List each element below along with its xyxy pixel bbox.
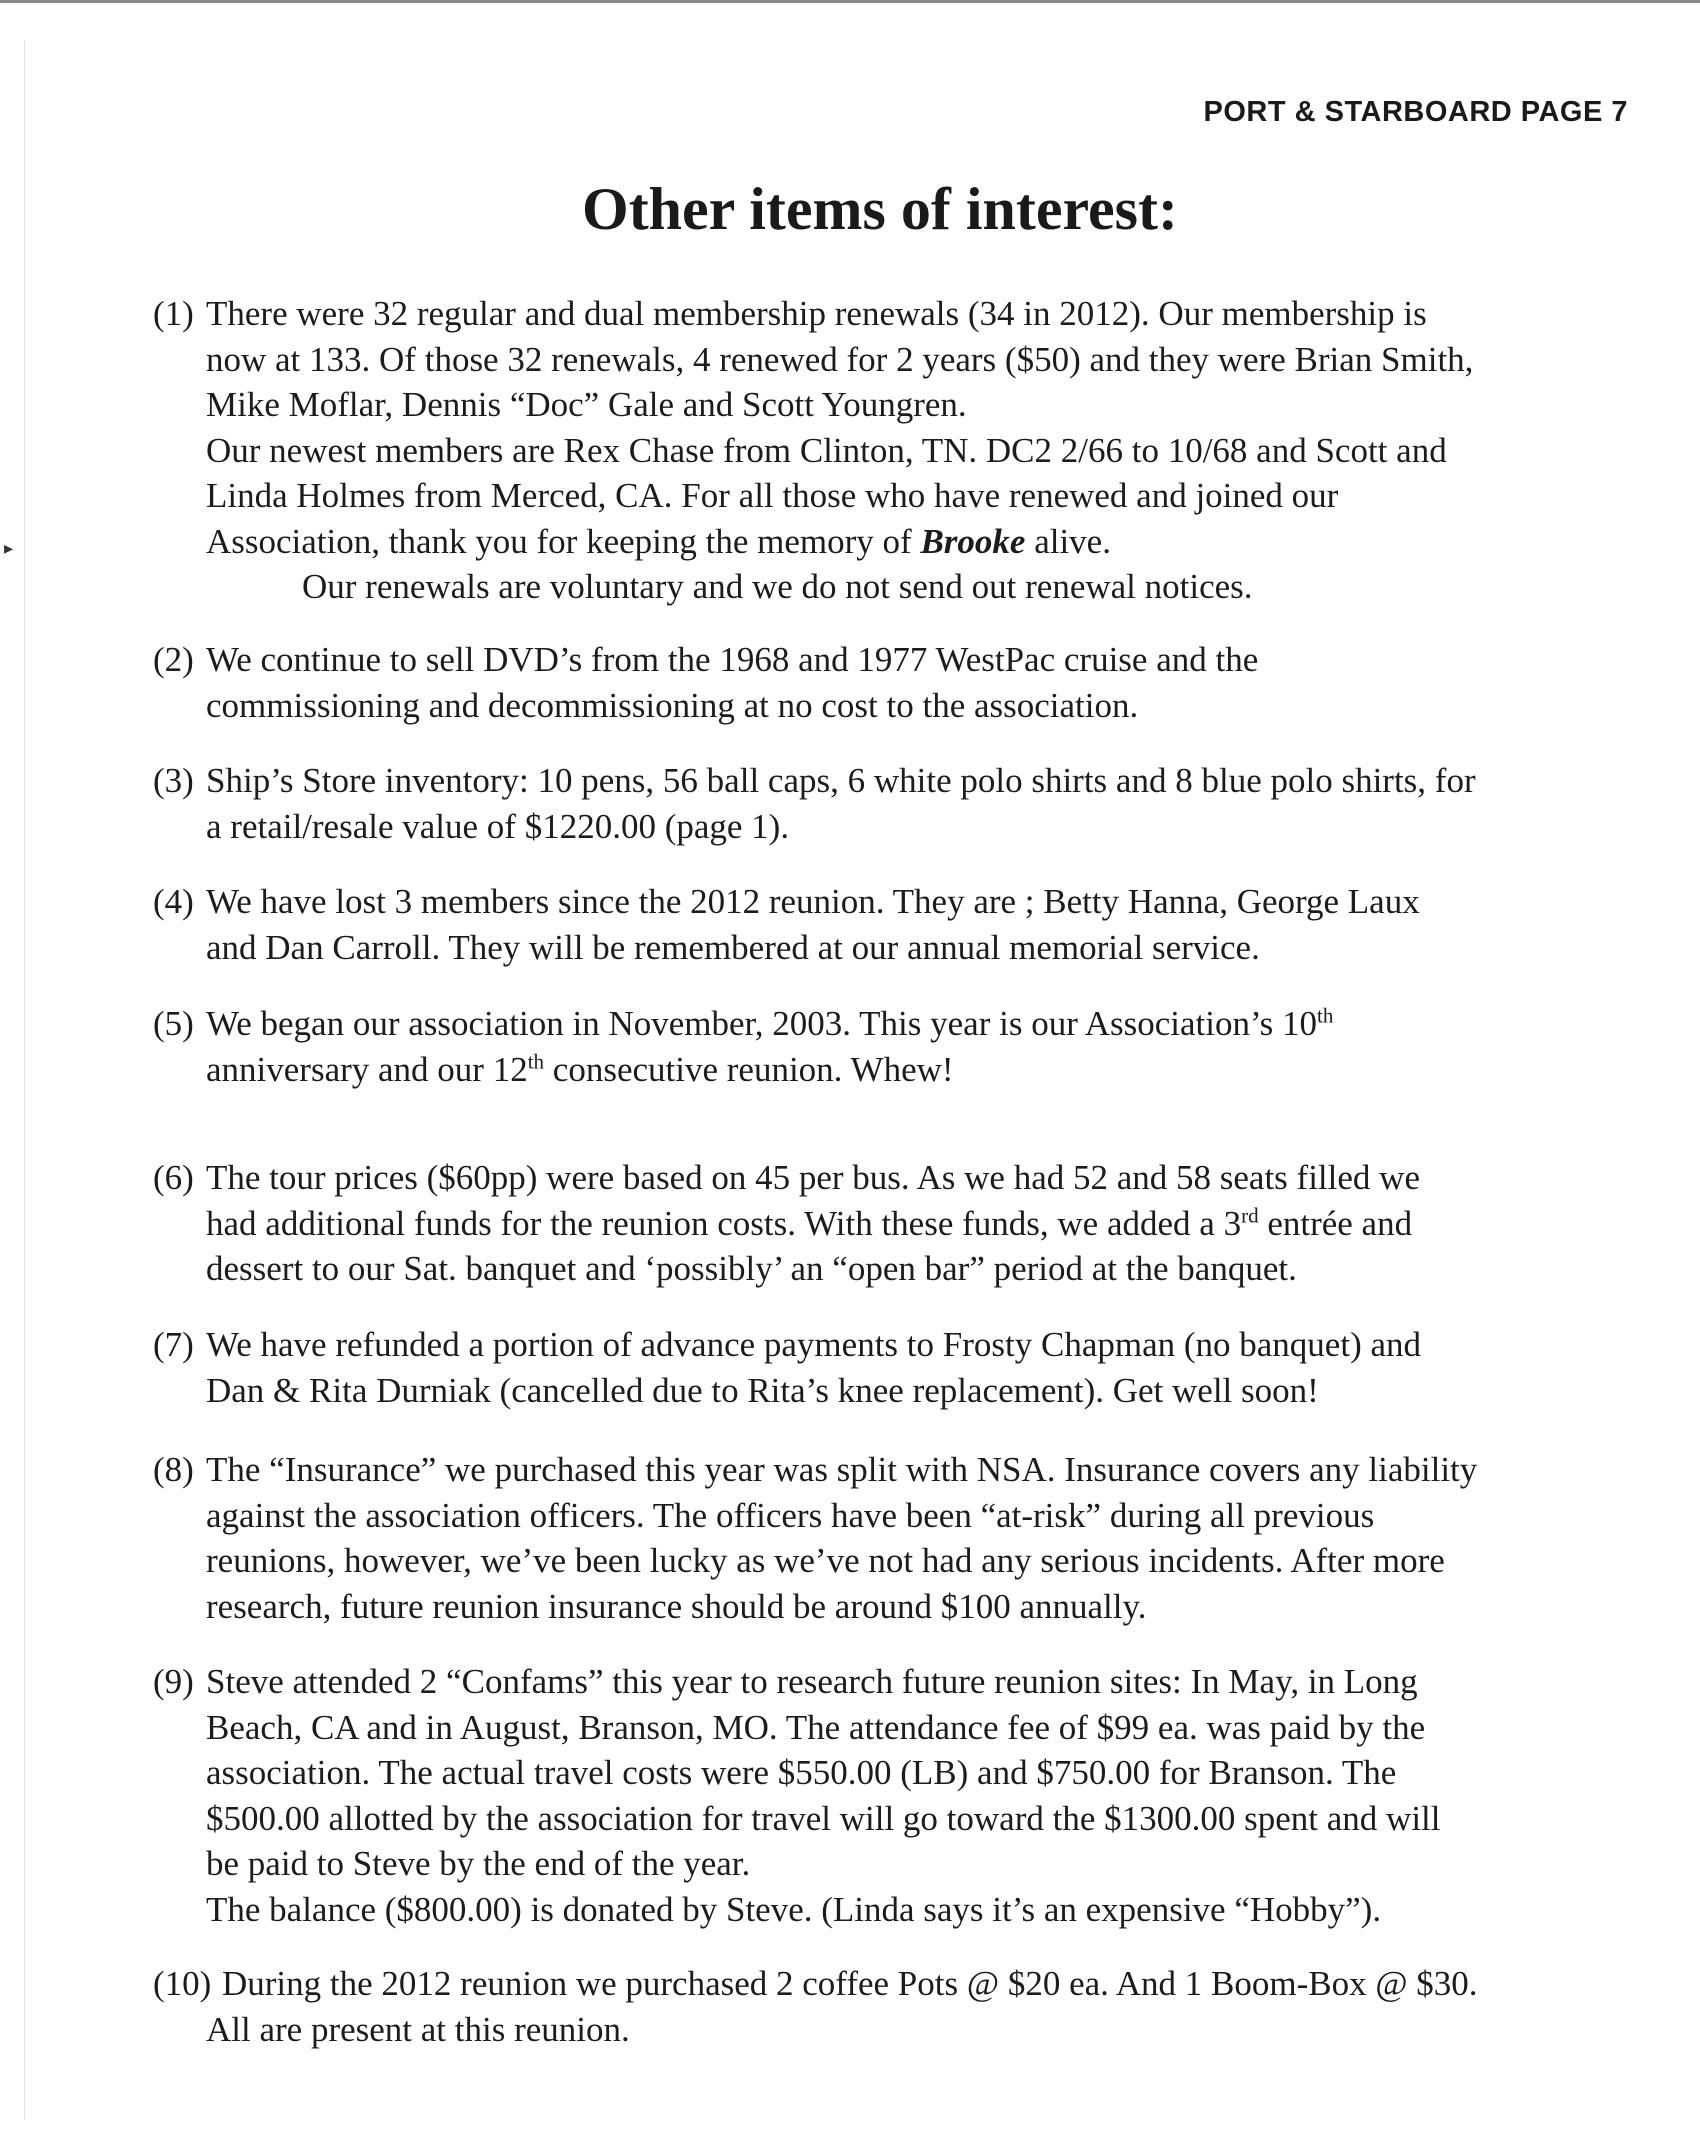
- list-item-4: [153, 879, 1643, 970]
- page-title: Other items of interest:: [582, 176, 1178, 242]
- item-number: (8): [153, 1450, 194, 1489]
- item-number: (9): [153, 1662, 194, 1701]
- margin-arrow-mark: ▸: [4, 538, 14, 559]
- text-line: commissioning and decommissioning at no cost to the association.: [206, 685, 1139, 725]
- item-text: [206, 1155, 1643, 1292]
- text-line: Our renewals are voluntary and we do not send out renewal notices.: [302, 567, 1253, 606]
- list-item-6: [153, 1155, 1643, 1292]
- scan-edge-top: [0, 0, 1700, 3]
- ship-name: Brooke: [920, 521, 1026, 561]
- list-item-7: [153, 1322, 1643, 1413]
- text-line: Association, thank you for keeping the memory of Brooke alive.: [206, 521, 1111, 561]
- item-number: (2): [153, 640, 194, 679]
- item-number: (4): [153, 882, 194, 921]
- text-line: Beach, CA and in August, Branson, MO. The attendance fee of $99 ea. was paid by the: [206, 1707, 1426, 1747]
- item-text: [206, 637, 1643, 728]
- scan-edge-left: [24, 40, 25, 2120]
- text-line: be paid to Steve by the end of the year.: [206, 1844, 751, 1883]
- list-item-8: [153, 1447, 1643, 1629]
- text-line: We have refunded a portion of advance payments to Frosty Chapman (no banquet) and: [206, 1325, 1422, 1364]
- item-text: [206, 1659, 1643, 1932]
- item-text: [206, 879, 1643, 970]
- text-line: Steve attended 2 “Confams” this year to research future reunion sites: In May, in Long: [206, 1662, 1418, 1701]
- list-item-2: [153, 637, 1643, 728]
- item-number: (6): [153, 1158, 194, 1197]
- text-line: research, future reunion insurance should be around $100 annually.: [206, 1586, 1147, 1626]
- text-line: The balance ($800.00) is donated by Steve. (Linda says it’s an expensive “Hobby”).: [206, 1889, 1382, 1929]
- item-number: (10): [153, 1964, 212, 2003]
- item-text: [206, 758, 1643, 849]
- item-text: [206, 1447, 1643, 1629]
- text-line: now at 133. Of those 32 renewals, 4 renewed for 2 years ($50) and they were Brian Smith,: [206, 339, 1474, 379]
- list-item-3: [153, 758, 1643, 849]
- text-line: The tour prices ($60pp) were based on 45 per bus. As we had 52 and 58 seats filled we: [206, 1158, 1420, 1197]
- text-line: We began our association in November, 2003. This year is our Association’s 10th: [206, 1003, 1334, 1043]
- text-line: reunions, however, we’ve been lucky as we’ve not had any serious incidents. After more: [206, 1541, 1445, 1580]
- item-number: (3): [153, 761, 194, 800]
- page-header: PORT & STARBOARD PAGE 7: [1203, 96, 1628, 128]
- text-line: We continue to sell DVD’s from the 1968 and 1977 WestPac cruise and the: [206, 640, 1259, 679]
- list-item-1: [153, 291, 1643, 610]
- text-line: During the 2012 reunion we purchased 2 coffee Pots @ $20 ea. And 1 Boom-Box @ $30.: [222, 1964, 1478, 2003]
- text-line: had additional funds for the reunion costs. With these funds, we added a 3rd entrée and: [206, 1202, 1413, 1243]
- item-text: [206, 291, 1643, 610]
- text-line: There were 32 regular and dual membership renewals (34 in 2012). Our membership is: [206, 294, 1427, 333]
- text-line: association. The actual travel costs were $550.00 (LB) and $750.00 for Branson. The: [206, 1753, 1397, 1792]
- list-item-10: [153, 1961, 1643, 2052]
- text-line: and Dan Carroll. They will be remembered at our annual memorial service.: [206, 927, 1260, 967]
- text-line: anniversary and our 12th consecutive reunion. Whew!: [206, 1048, 954, 1089]
- text-line: All are present at this reunion.: [206, 2009, 630, 2049]
- text-line: Linda Holmes from Merced, CA. For all those who have renewed and joined our: [206, 476, 1339, 515]
- item-text: [206, 1322, 1643, 1413]
- item-number: (7): [153, 1325, 194, 1364]
- text-line: $500.00 allotted by the association for travel will go toward the $1300.00 spent and will: [206, 1798, 1441, 1838]
- item-text: [206, 1001, 1643, 1092]
- text-line: a retail/resale value of $1220.00 (page 1).: [206, 806, 790, 846]
- item-number: (5): [153, 1004, 194, 1043]
- text-line: The “Insurance” we purchased this year was split with NSA. Insurance covers any liability: [206, 1450, 1478, 1489]
- text-line: against the association officers. The officers have been “at-risk” during all previous: [206, 1495, 1375, 1535]
- text-line: Mike Moflar, Dennis “Doc” Gale and Scott Youngren.: [206, 385, 967, 424]
- text-line: Ship’s Store inventory: 10 pens, 56 ball caps, 6 white polo shirts and 8 blue polo shirts, for: [206, 761, 1476, 800]
- text-line: We have lost 3 members since the 2012 reunion. They are ; Betty Hanna, George Laux: [206, 882, 1420, 921]
- item-number: (1): [153, 294, 194, 333]
- text-line: Dan & Rita Durniak (cancelled due to Rita’s knee replacement). Get well soon!: [206, 1370, 1319, 1410]
- text-line: Our newest members are Rex Chase from Clinton, TN. DC2 2/66 to 10/68 and Scott and: [206, 430, 1447, 470]
- item-text: [206, 1961, 1643, 2052]
- list-item-9: [153, 1659, 1643, 1932]
- list-item-5: [153, 1001, 1643, 1092]
- text-line: dessert to our Sat. banquet and ‘possibly’ an “open bar” period at the banquet.: [206, 1249, 1297, 1288]
